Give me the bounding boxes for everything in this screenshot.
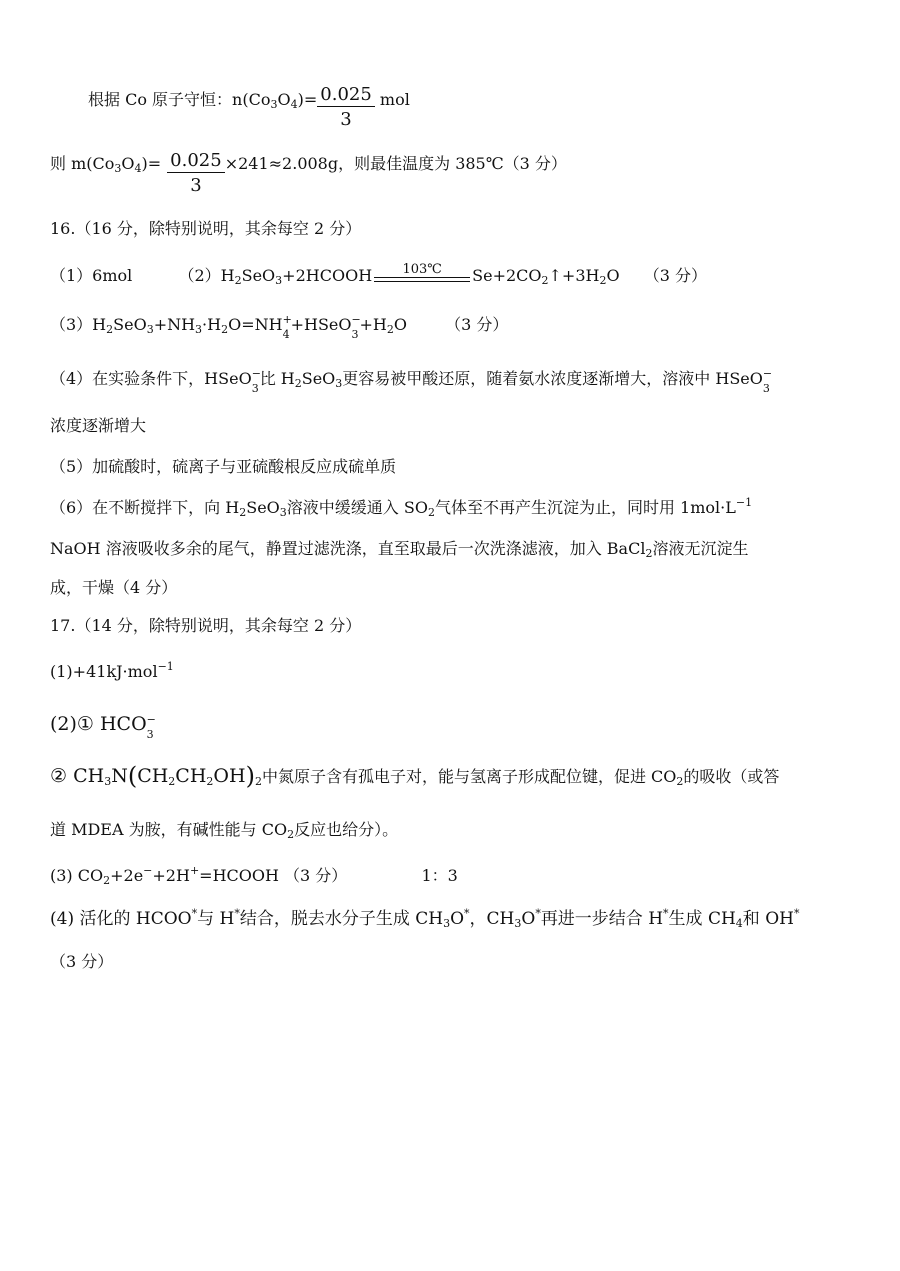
text: +2HCOOH — [282, 266, 373, 285]
superscript-subscript: − 3 — [762, 367, 773, 395]
q17-answer-2-2-line2: 道 MDEA 为胺，有碱性能与 $CO_2$反应也给分）。 — [50, 820, 399, 841]
text: OH — [213, 765, 246, 787]
superscript-subscript: + 4 — [282, 313, 292, 341]
text: ·H — [202, 315, 222, 334]
text: (1) — [50, 662, 73, 681]
q16-answer-4-line2: 浓度逐渐增大 — [50, 416, 147, 435]
q17-header: 17.（14 分，除特别说明，其余每空 2 分） — [50, 616, 362, 635]
enthalpy-value: +41kJ·mol — [72, 662, 158, 681]
reaction-condition: 103℃ — [402, 262, 442, 277]
fraction-numerator: 0.025 — [167, 150, 225, 173]
q16-answer-3: $(3)H_2SeO_3+NH_3\cdot H_2O=NH$ + 4 +HSeO − 3 $+H_2O$ （3 分） — [50, 313, 509, 341]
co-conservation-line: 根据 Co 原子守恒：$n(Co_3O_4)=$ $\frac{0.025}{3}$ mol — [88, 84, 410, 133]
text: ↑+3H — [548, 266, 600, 285]
text: 根据 Co 原子守恒：n(Co — [88, 90, 271, 109]
text: +2H — [152, 866, 190, 885]
text: SeO — [113, 315, 147, 334]
text: =HCOOH （3 分） — [199, 866, 348, 885]
q16-answer-6-line1: （6）在不断搅拌下，向 $H_2SeO_3$溶液中缓缓通入 $SO_2$气体至不再产生沉淀为止，同时用 $1mol\cdot L^{-1}$ — [50, 496, 753, 519]
text: 更容易被甲酸还原，随着氨水浓度逐渐增大，溶液中 HSeO — [342, 369, 763, 388]
text: 溶液中缓缓通入 SO — [286, 498, 428, 517]
text: 溶液无沉淀生 — [652, 539, 749, 558]
q17-answer-4-line1: (4) 活化的 HCOO*与 H*结合，脱去水分子生成 $CH_3O^*$，$CH_3O^*$再进一步结合 H*生成 $CH_4$和 OH* — [50, 907, 800, 930]
superscript-subscript: − 3 — [351, 313, 361, 341]
text: +H — [359, 315, 387, 334]
text: 与 H — [197, 909, 235, 929]
unit: mol — [379, 90, 410, 109]
score: （3 分） — [445, 315, 509, 334]
text: （6）在不断搅拌下，向 H — [50, 498, 240, 517]
text: 道 MDEA 为胺，有碱性能与 CO — [50, 820, 288, 839]
text: +2e — [110, 866, 144, 885]
text: O — [606, 266, 620, 285]
text: SeO — [246, 498, 280, 517]
text: 再进一步结合 H — [540, 909, 664, 929]
text: 中氮原子含有孤电子对，能与氢离子形成配位键，促进 CO — [261, 767, 677, 786]
text: 比 H — [259, 369, 295, 388]
q16-answer-1-2: （1）6mol $(2)H_2SeO_3+2HCOOH$ 103℃ $Se+2CO_2↑+3H_2O$ （3 分） — [50, 262, 708, 287]
text: )= — [297, 90, 318, 109]
text: 生成 CH — [668, 909, 736, 929]
text: O — [393, 315, 407, 334]
fraction-denominator: 3 — [190, 175, 202, 196]
q17-answer-4-line2: （3 分） — [50, 952, 114, 971]
text: （4）在实验条件下，HSeO — [50, 369, 252, 388]
text: )= — [141, 154, 162, 173]
text: 气体至不再产生沉淀为止，同时用 1mol·L — [434, 498, 736, 517]
text: （2）H — [178, 266, 235, 285]
text: 的吸收（或答 — [683, 767, 780, 786]
mass-calc-line: 则 $m(Co_3O_4)=$ $\frac{0.025}{3}$ ×241≈2.008g，则最佳温度为 385℃（3 分） — [50, 150, 567, 199]
score: （3 分） — [643, 266, 708, 285]
text: ×241≈2.008g，则最佳温度为 385℃（3 分） — [224, 154, 567, 173]
text: ② CH — [50, 765, 105, 787]
q17-answer-1: (1)+41kJ·mol$^{-1}$ — [50, 660, 174, 681]
text: CH — [137, 765, 169, 787]
text: O — [450, 909, 465, 929]
text: 结合，脱去水分子生成 CH — [239, 909, 444, 929]
superscript-subscript: − 3 — [146, 713, 156, 741]
fraction — [167, 150, 225, 199]
q16-answer-6-line2: NaOH 溶液吸收多余的尾气，静置过滤洗涤，直至取最后一次洗涤滤液，加入 BaCl$_2$溶液无沉淀生 — [50, 539, 749, 560]
text: （3）H — [50, 315, 107, 334]
fraction-numerator: 0.025 — [317, 84, 375, 107]
q17-answer-3: (3) $CO_2+2e^-+2H^+=HCOOH$ （3 分） 1：3 — [50, 864, 458, 887]
reaction-condition-arrow — [372, 262, 472, 286]
fraction — [317, 84, 375, 133]
text: N — [111, 765, 128, 787]
text: +NH — [153, 315, 196, 334]
text: 和 OH — [742, 909, 794, 929]
q17-answer-2-2-line1: ② $CH_3N(CH_2CH_2OH)_2$中氮原子含有孤电子对，能与氢离子形成配位键，促进 $CO_2$的吸收（或答 — [50, 762, 780, 790]
text: O — [521, 909, 536, 929]
text: (4) 活化的 HCOO — [50, 909, 192, 929]
text: O — [121, 154, 135, 173]
text: NaOH 溶液吸收多余的尾气，静置过滤洗涤，直至取最后一次洗涤滤液，加入 BaCl — [50, 539, 646, 558]
text: SeO — [301, 369, 336, 388]
q17-answer-2-1 — [50, 713, 156, 741]
text: (3) CO — [50, 866, 104, 885]
text: (2)① HCO — [50, 713, 147, 735]
q16-answer-4-line1: （4）在实验条件下，HSeO − 3 比 $H_2SeO_3$更容易被甲酸还原，随着氨水浓度逐渐增大，溶液中 HSeO − 3 — [50, 367, 773, 395]
q16-header: 16.（16 分，除特别说明，其余每空 2 分） — [50, 219, 362, 238]
q16-answer-5: （5）加硫酸时，硫离子与亚硫酸根反应成硫单质 — [50, 457, 397, 476]
text: CH — [175, 765, 207, 787]
fraction-denominator: 3 — [340, 109, 352, 130]
text: SeO — [241, 266, 276, 285]
answer-1: （1）6mol — [50, 266, 133, 285]
text: ，CH — [469, 909, 515, 929]
text: O=NH — [228, 315, 283, 334]
text: 则 m(Co — [50, 154, 115, 173]
text: +HSeO — [290, 315, 352, 334]
q16-answer-6-line3: 成，干燥（4 分） — [50, 578, 178, 597]
text: O — [277, 90, 291, 109]
superscript-subscript: − 3 — [251, 367, 261, 395]
text: Se+2CO — [472, 266, 542, 285]
ratio-answer: 1：3 — [421, 866, 458, 885]
text: 反应也给分）。 — [294, 820, 399, 839]
